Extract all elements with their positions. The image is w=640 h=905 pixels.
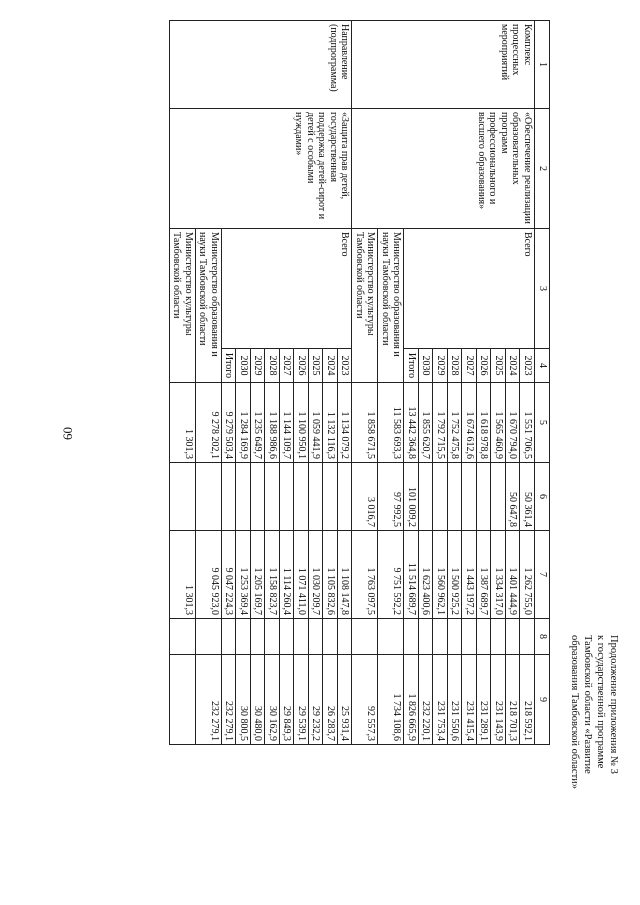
budget-table bbox=[169, 20, 550, 745]
amount-cell: 1 030 209,7 bbox=[309, 531, 324, 619]
amount-cell: 1 071 411,0 bbox=[294, 531, 309, 619]
amount-cell: 218 701,3 bbox=[506, 655, 521, 745]
amount-cell: 50 361,4 bbox=[520, 463, 535, 531]
col-header: 2 bbox=[535, 109, 550, 229]
amount-cell bbox=[433, 619, 448, 655]
amount-cell: 218 592,1 bbox=[520, 655, 535, 745]
year-cell: Итого bbox=[222, 349, 237, 383]
amount-cell: 1 144 109,7 bbox=[280, 383, 295, 463]
amount-cell: 1 443 197,2 bbox=[462, 531, 477, 619]
amount-cell: 9 047 224,3 bbox=[222, 531, 237, 619]
amount-cell: 26 283,7 bbox=[323, 655, 338, 745]
col-header: 3 bbox=[535, 229, 550, 349]
amount-cell bbox=[280, 463, 295, 531]
amount-cell: 1 100 950,1 bbox=[294, 383, 309, 463]
year-cell: 2023 bbox=[338, 349, 353, 383]
amount-cell bbox=[170, 463, 196, 531]
amount-cell bbox=[251, 463, 266, 531]
amount-cell bbox=[477, 619, 492, 655]
year-cell: 2028 bbox=[448, 349, 463, 383]
amount-cell: 1 500 925,2 bbox=[448, 531, 463, 619]
year-cell: 2024 bbox=[323, 349, 338, 383]
year-cell: 2028 bbox=[265, 349, 280, 383]
header-line: Тамбовской области «Развитие bbox=[581, 635, 593, 774]
amount-cell: 1 670 794,0 bbox=[506, 383, 521, 463]
amount-cell bbox=[323, 619, 338, 655]
amount-cell bbox=[196, 619, 222, 655]
year-cell: 2024 bbox=[506, 349, 521, 383]
amount-cell: 1 560 962,1 bbox=[433, 531, 448, 619]
amount-cell: 1 855 620,7 bbox=[419, 383, 434, 463]
amount-cell: 30 480,0 bbox=[251, 655, 266, 745]
amount-cell: 9 278 202,1 bbox=[196, 383, 222, 463]
amount-cell: 9 045 923,0 bbox=[196, 531, 222, 619]
amount-cell: 1 618 978,8 bbox=[477, 383, 492, 463]
amount-cell bbox=[338, 463, 353, 531]
year-cell: 2029 bbox=[251, 349, 266, 383]
amount-cell: 50 647,8 bbox=[506, 463, 521, 531]
amount-cell: 232 279,1 bbox=[222, 655, 237, 745]
amount-cell: 231 550,6 bbox=[448, 655, 463, 745]
appendix-header bbox=[568, 635, 621, 885]
amount-cell: 11 514 689,7 bbox=[404, 531, 419, 619]
amount-cell bbox=[236, 463, 251, 531]
amount-cell: 1 551 706,5 bbox=[520, 383, 535, 463]
amount-cell: 1 752 475,8 bbox=[448, 383, 463, 463]
year-cell: 2029 bbox=[433, 349, 448, 383]
amount-cell: 231 415,4 bbox=[462, 655, 477, 745]
amount-cell bbox=[170, 655, 196, 745]
year-cell: 2027 bbox=[280, 349, 295, 383]
amount-cell: 231 753,4 bbox=[433, 655, 448, 745]
amount-cell bbox=[433, 463, 448, 531]
amount-cell bbox=[520, 619, 535, 655]
amount-cell: 1 858 671,5 bbox=[352, 383, 378, 463]
amount-cell: 92 557,3 bbox=[352, 655, 378, 745]
program-name-cell: «Обеспечение реализации образовательных программ профессионального и высшего образования» bbox=[352, 109, 535, 229]
amount-cell: 30 800,5 bbox=[236, 655, 251, 745]
amount-cell: 1 114 260,4 bbox=[280, 531, 295, 619]
amount-cell bbox=[309, 619, 324, 655]
amount-cell: 1 205 169,7 bbox=[251, 531, 266, 619]
ministry-cell: Министерство образования и науки Тамбовской области bbox=[196, 229, 222, 383]
col-header: 4 bbox=[535, 349, 550, 383]
table-row bbox=[520, 21, 535, 745]
amount-cell: 9 279 503,4 bbox=[222, 383, 237, 463]
amount-cell bbox=[222, 619, 237, 655]
amount-cell bbox=[462, 463, 477, 531]
amount-cell: 1 301,3 bbox=[170, 531, 196, 619]
amount-cell: 1 763 097,5 bbox=[352, 531, 378, 619]
amount-cell: 1 734 108,6 bbox=[378, 655, 404, 745]
amount-cell: 231 289,1 bbox=[477, 655, 492, 745]
amount-cell: 1 132 116,3 bbox=[323, 383, 338, 463]
amount-cell: 1 826 665,9 bbox=[404, 655, 419, 745]
amount-cell: 1 253 369,4 bbox=[236, 531, 251, 619]
amount-cell: 1 401 444,9 bbox=[506, 531, 521, 619]
amount-cell: 1 623 400,6 bbox=[419, 531, 434, 619]
amount-cell bbox=[251, 619, 266, 655]
amount-cell: 1 792 715,5 bbox=[433, 383, 448, 463]
page-number: 60 bbox=[60, 427, 75, 440]
amount-cell: 1 134 079,2 bbox=[338, 383, 353, 463]
table-row bbox=[338, 21, 353, 745]
ministry-cell: Министерство культуры Тамбовской области bbox=[352, 229, 378, 383]
total-label-cell: Всего bbox=[222, 229, 353, 349]
amount-cell: 1 387 689,7 bbox=[477, 531, 492, 619]
amount-cell: 232 279,1 bbox=[196, 655, 222, 745]
amount-cell: 13 442 364,8 bbox=[404, 383, 419, 463]
amount-cell bbox=[404, 619, 419, 655]
amount-cell bbox=[222, 463, 237, 531]
amount-cell: 29 539,1 bbox=[294, 655, 309, 745]
amount-cell: 1 059 441,9 bbox=[309, 383, 324, 463]
amount-cell: 29 849,3 bbox=[280, 655, 295, 745]
amount-cell bbox=[491, 463, 506, 531]
header-line: Продолжение приложения № 3 bbox=[608, 635, 619, 774]
year-cell: 2025 bbox=[309, 349, 324, 383]
ministry-cell: Министерство культуры Тамбовской области bbox=[170, 229, 196, 383]
amount-cell: 1 674 612,6 bbox=[462, 383, 477, 463]
amount-cell bbox=[419, 619, 434, 655]
amount-cell bbox=[280, 619, 295, 655]
amount-cell: 1 158 823,7 bbox=[265, 531, 280, 619]
col-header: 8 bbox=[535, 619, 550, 655]
amount-cell: 1 262 755,0 bbox=[520, 531, 535, 619]
year-cell: 2026 bbox=[477, 349, 492, 383]
program-name-cell: «Защита прав детей, государственная поддержка детей-сирот и детей с особыми нуждами» bbox=[170, 109, 353, 229]
amount-cell bbox=[419, 463, 434, 531]
amount-cell: 101 009,2 bbox=[404, 463, 419, 531]
amount-cell bbox=[338, 619, 353, 655]
col-header: 7 bbox=[535, 531, 550, 619]
amount-cell bbox=[309, 463, 324, 531]
column-numbers-row bbox=[535, 21, 550, 745]
amount-cell: 9 751 592,2 bbox=[378, 531, 404, 619]
amount-cell: 1 565 460,9 bbox=[491, 383, 506, 463]
year-cell: 2025 bbox=[491, 349, 506, 383]
year-cell: 2027 bbox=[462, 349, 477, 383]
amount-cell bbox=[462, 619, 477, 655]
year-cell: 2023 bbox=[520, 349, 535, 383]
ministry-cell: Министерство образования и науки Тамбовской области bbox=[378, 229, 404, 383]
col-header: 9 bbox=[535, 655, 550, 745]
total-label-cell: Всего bbox=[404, 229, 535, 349]
col-header: 1 bbox=[535, 21, 550, 109]
year-cell: 2026 bbox=[294, 349, 309, 383]
header-line: к государственной программе bbox=[594, 635, 606, 769]
amount-cell: 1 105 832,6 bbox=[323, 531, 338, 619]
year-cell: 2030 bbox=[419, 349, 434, 383]
amount-cell: 3 016,7 bbox=[352, 463, 378, 531]
amount-cell: 1 334 317,0 bbox=[491, 531, 506, 619]
amount-cell: 1 235 649,7 bbox=[251, 383, 266, 463]
year-cell: 2030 bbox=[236, 349, 251, 383]
program-type-cell: Комплекс процессных мероприятий bbox=[352, 21, 535, 109]
amount-cell bbox=[265, 619, 280, 655]
program-type-cell: Направление (подпрограмма) bbox=[170, 21, 353, 109]
amount-cell: 1 108 147,8 bbox=[338, 531, 353, 619]
amount-cell bbox=[378, 619, 404, 655]
header-line: образования Тамбовской области» bbox=[568, 635, 580, 790]
amount-cell bbox=[294, 463, 309, 531]
col-header: 5 bbox=[535, 383, 550, 463]
amount-cell bbox=[236, 619, 251, 655]
amount-cell bbox=[265, 463, 280, 531]
amount-cell: 231 143,9 bbox=[491, 655, 506, 745]
amount-cell: 1 188 986,6 bbox=[265, 383, 280, 463]
col-header: 6 bbox=[535, 463, 550, 531]
amount-cell bbox=[196, 463, 222, 531]
amount-cell: 30 162,9 bbox=[265, 655, 280, 745]
amount-cell bbox=[506, 619, 521, 655]
amount-cell bbox=[477, 463, 492, 531]
amount-cell bbox=[491, 619, 506, 655]
amount-cell bbox=[323, 463, 338, 531]
amount-cell: 25 931,4 bbox=[338, 655, 353, 745]
amount-cell: 232 220,1 bbox=[419, 655, 434, 745]
amount-cell: 97 992,5 bbox=[378, 463, 404, 531]
amount-cell bbox=[352, 619, 378, 655]
amount-cell bbox=[294, 619, 309, 655]
year-cell: Итого bbox=[404, 349, 419, 383]
amount-cell: 1 301,3 bbox=[170, 383, 196, 463]
amount-cell bbox=[170, 619, 196, 655]
amount-cell bbox=[448, 463, 463, 531]
amount-cell bbox=[448, 619, 463, 655]
amount-cell: 1 284 169,9 bbox=[236, 383, 251, 463]
amount-cell: 11 583 693,3 bbox=[378, 383, 404, 463]
amount-cell: 29 232,2 bbox=[309, 655, 324, 745]
